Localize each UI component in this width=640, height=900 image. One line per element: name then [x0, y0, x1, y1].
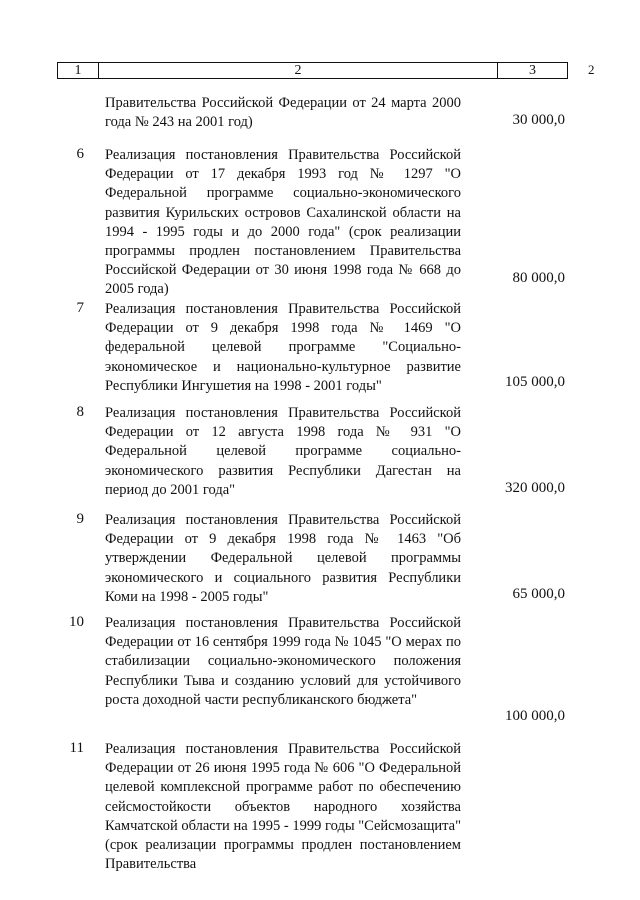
table-header: [57, 62, 568, 79]
row-number: 6: [76, 146, 84, 162]
page-number: 2: [588, 62, 595, 77]
row-amount: 105 000,0: [505, 374, 565, 390]
row-text: Реализация постановления Правительства Российской Федерации от 9 декабря 1998 года № 1463 "Об утверждении Федеральной целевой программы экономического и социального развития Республики Коми на 1998 - 2005 годы": [105, 512, 461, 605]
header-col-3: 3: [529, 62, 536, 78]
row-amount: 65 000,0: [512, 586, 565, 602]
row-text: Реализация постановления Правительства Российской Федерации от 16 сентября 1999 года № 1045 "О мерах по стабилизации социально-экономического положения Республики Тыва и созданию условий для устойчивого роста доходной части республиканского бюджета": [105, 615, 461, 708]
row-amount: 320 000,0: [505, 480, 565, 496]
row-text: Реализация постановления Правительства Российской Федерации от 17 декабря 1993 год № 1297 "О Федеральной программе социально-экономического развития Курильских островов Сахалинской области на 1994 - 1995 годы и до 2000 года" (срок реализации программы продлен постановлением Правительства Российской Федерации от 30 июня 1998 года № 668 до 2005 года): [105, 147, 461, 298]
row-text: Реализация постановления Правительства Российской Федерации от 9 декабря 1998 года № 1469 "О федеральной целевой программе "Социально-экономическое и национально-культурное развитие Республики Ингушетия на 1998 - 2001 годы": [105, 301, 461, 394]
header-col-1: 1: [58, 63, 99, 78]
row-number: 9: [76, 511, 84, 527]
row-amount: 30 000,0: [512, 112, 565, 128]
row-number: 10: [69, 614, 84, 630]
header-col-2: 2: [99, 63, 498, 78]
row-text: Правительства Российской Федерации от 24 марта 2000 года № 243 на 2001 год): [105, 95, 461, 131]
row-number: 11: [69, 740, 84, 756]
row-text: Реализация постановления Правительства Российской Федерации от 12 августа 1998 года № 931 "О Федеральной целевой программе социально-экономического развития Республики Дагестан на период до 2001 года": [105, 405, 461, 498]
row-amount: 80 000,0: [512, 270, 565, 286]
row-amount: 100 000,0: [505, 708, 565, 724]
row-number: 8: [76, 404, 84, 420]
row-number: 7: [76, 300, 84, 316]
row-text: Реализация постановления Правительства Российской Федерации от 26 июня 1995 года № 606 "О Федеральной целевой комплексной программе работ по обеспечению сейсмостойкости объектов народного хозяйства Камчатской области на 1995 - 1999 годы "Сейсмозащита" (срок реализации программы продлен постановлением Правительства: [105, 741, 461, 873]
